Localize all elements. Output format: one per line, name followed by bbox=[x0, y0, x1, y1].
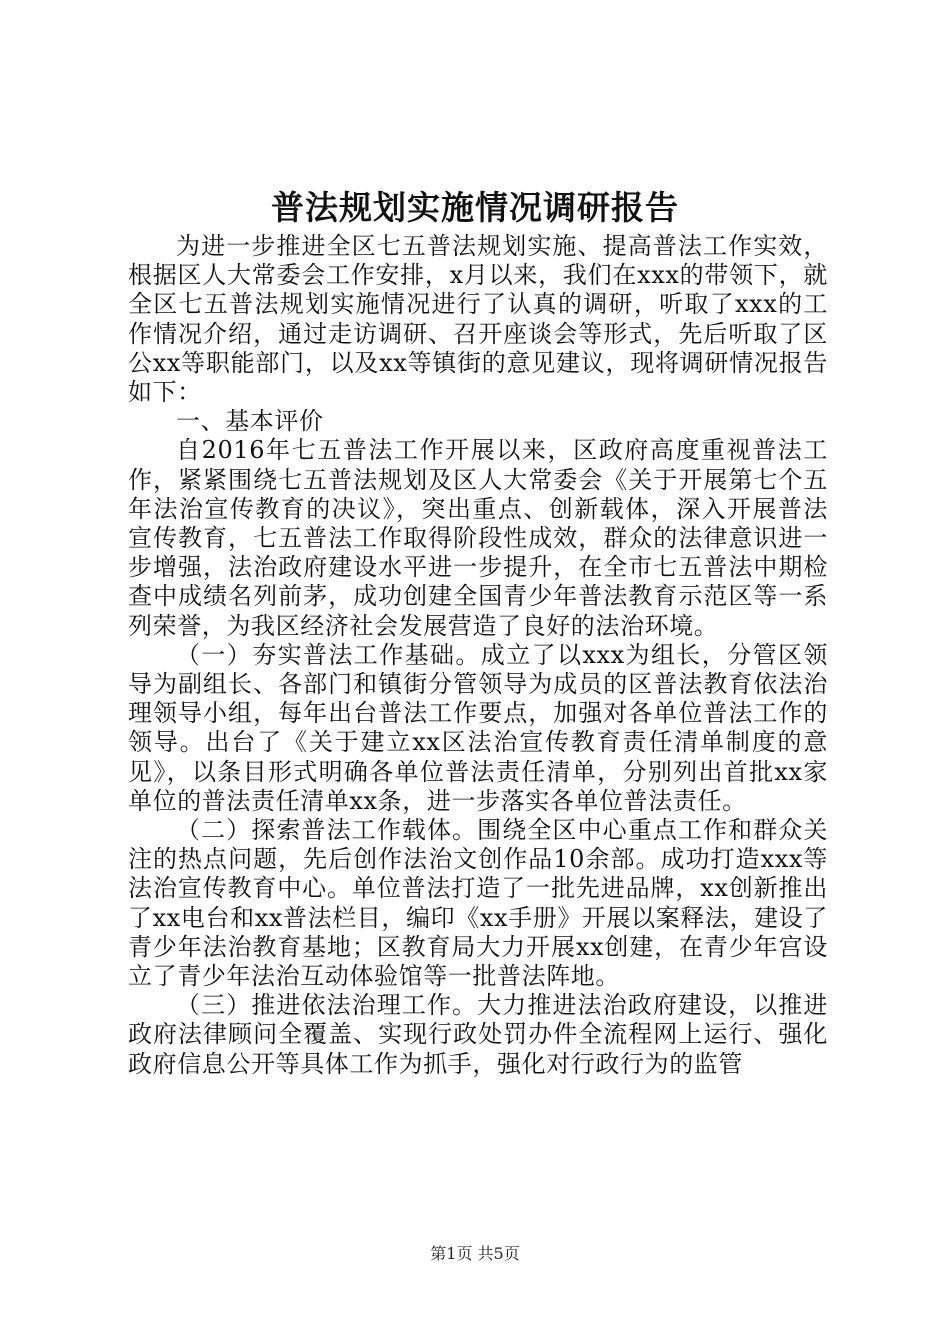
paragraph-overview: 自2016年七五普法工作开展以来，区政府高度重视普法工作，紧紧围绕七五普法规划及区人大常委会《关于开展第七个五年法治宣传教育的决议》，突出重点、创新载体，深入开展普法宣传教育，七五普法工作取得阶段性成效，群众的法律意识进一步增强，法治政府建设水平进一步提升，在全市七五普法中期检查中成绩名列前茅，成功创建全国青少年普法教育示范区等一系列荣誉，为我区经济社会发展营造了良好的法治环境。 bbox=[128, 436, 828, 640]
document-body bbox=[128, 232, 828, 1079]
paragraph-intro: 为进一步推进全区七五普法规划实施、提高普法工作实效，根据区人大常委会工作安排，x月以来，我们在xxx的带领下，就全区七五普法规划实施情况进行了认真的调研，听取了xxx的工作情况介绍，通过走访调研、召开座谈会等形式，先后听取了区公xx等职能部门，以及xx等镇街的意见建议，现将调研情况报告如下： bbox=[128, 232, 828, 407]
paragraph-item-2: （二）探索普法工作载体。围绕全区中心重点工作和群众关注的热点问题，先后创作法治文创作品10余部。成功打造xxx等法治宣传教育中心。单位普法打造了一批先进品牌，xx创新推出了xx电台和xx普法栏目，编印《xx手册》开展以案释法，建设了青少年法治教育基地；区教育局大力开展xx创建，在青少年宫设立了青少年法治互动体验馆等一批普法阵地。 bbox=[128, 816, 828, 991]
paragraph-item-1: （一）夯实普法工作基础。成立了以xxx为组长，分管区领导为副组长、各部门和镇街分管领导为成员的区普法教育依法治理领导小组，每年出台普法工作要点，加强对各单位普法工作的领导。出台了《关于建立xx区法治宣传教育责任清单制度的意见》，以条目形式明确各单位普法责任清单，分别列出首批xx家单位的普法责任清单xx条，进一步落实各单位普法责任。 bbox=[128, 640, 828, 815]
page-number-footer: 第1页 共5页 bbox=[430, 1244, 520, 1263]
section-heading-basic-evaluation: 一、基本评价 bbox=[176, 407, 324, 436]
paragraph-item-3: （三）推进依法治理工作。大力推进法治政府建设，以推进政府法律顾问全覆盖、实现行政处罚办件全流程网上运行、强化政府信息公开等具体工作为抓手，强化对行政行为的监管 bbox=[128, 991, 828, 1078]
document-title: 普法规划实施情况调研报告 bbox=[271, 188, 679, 227]
